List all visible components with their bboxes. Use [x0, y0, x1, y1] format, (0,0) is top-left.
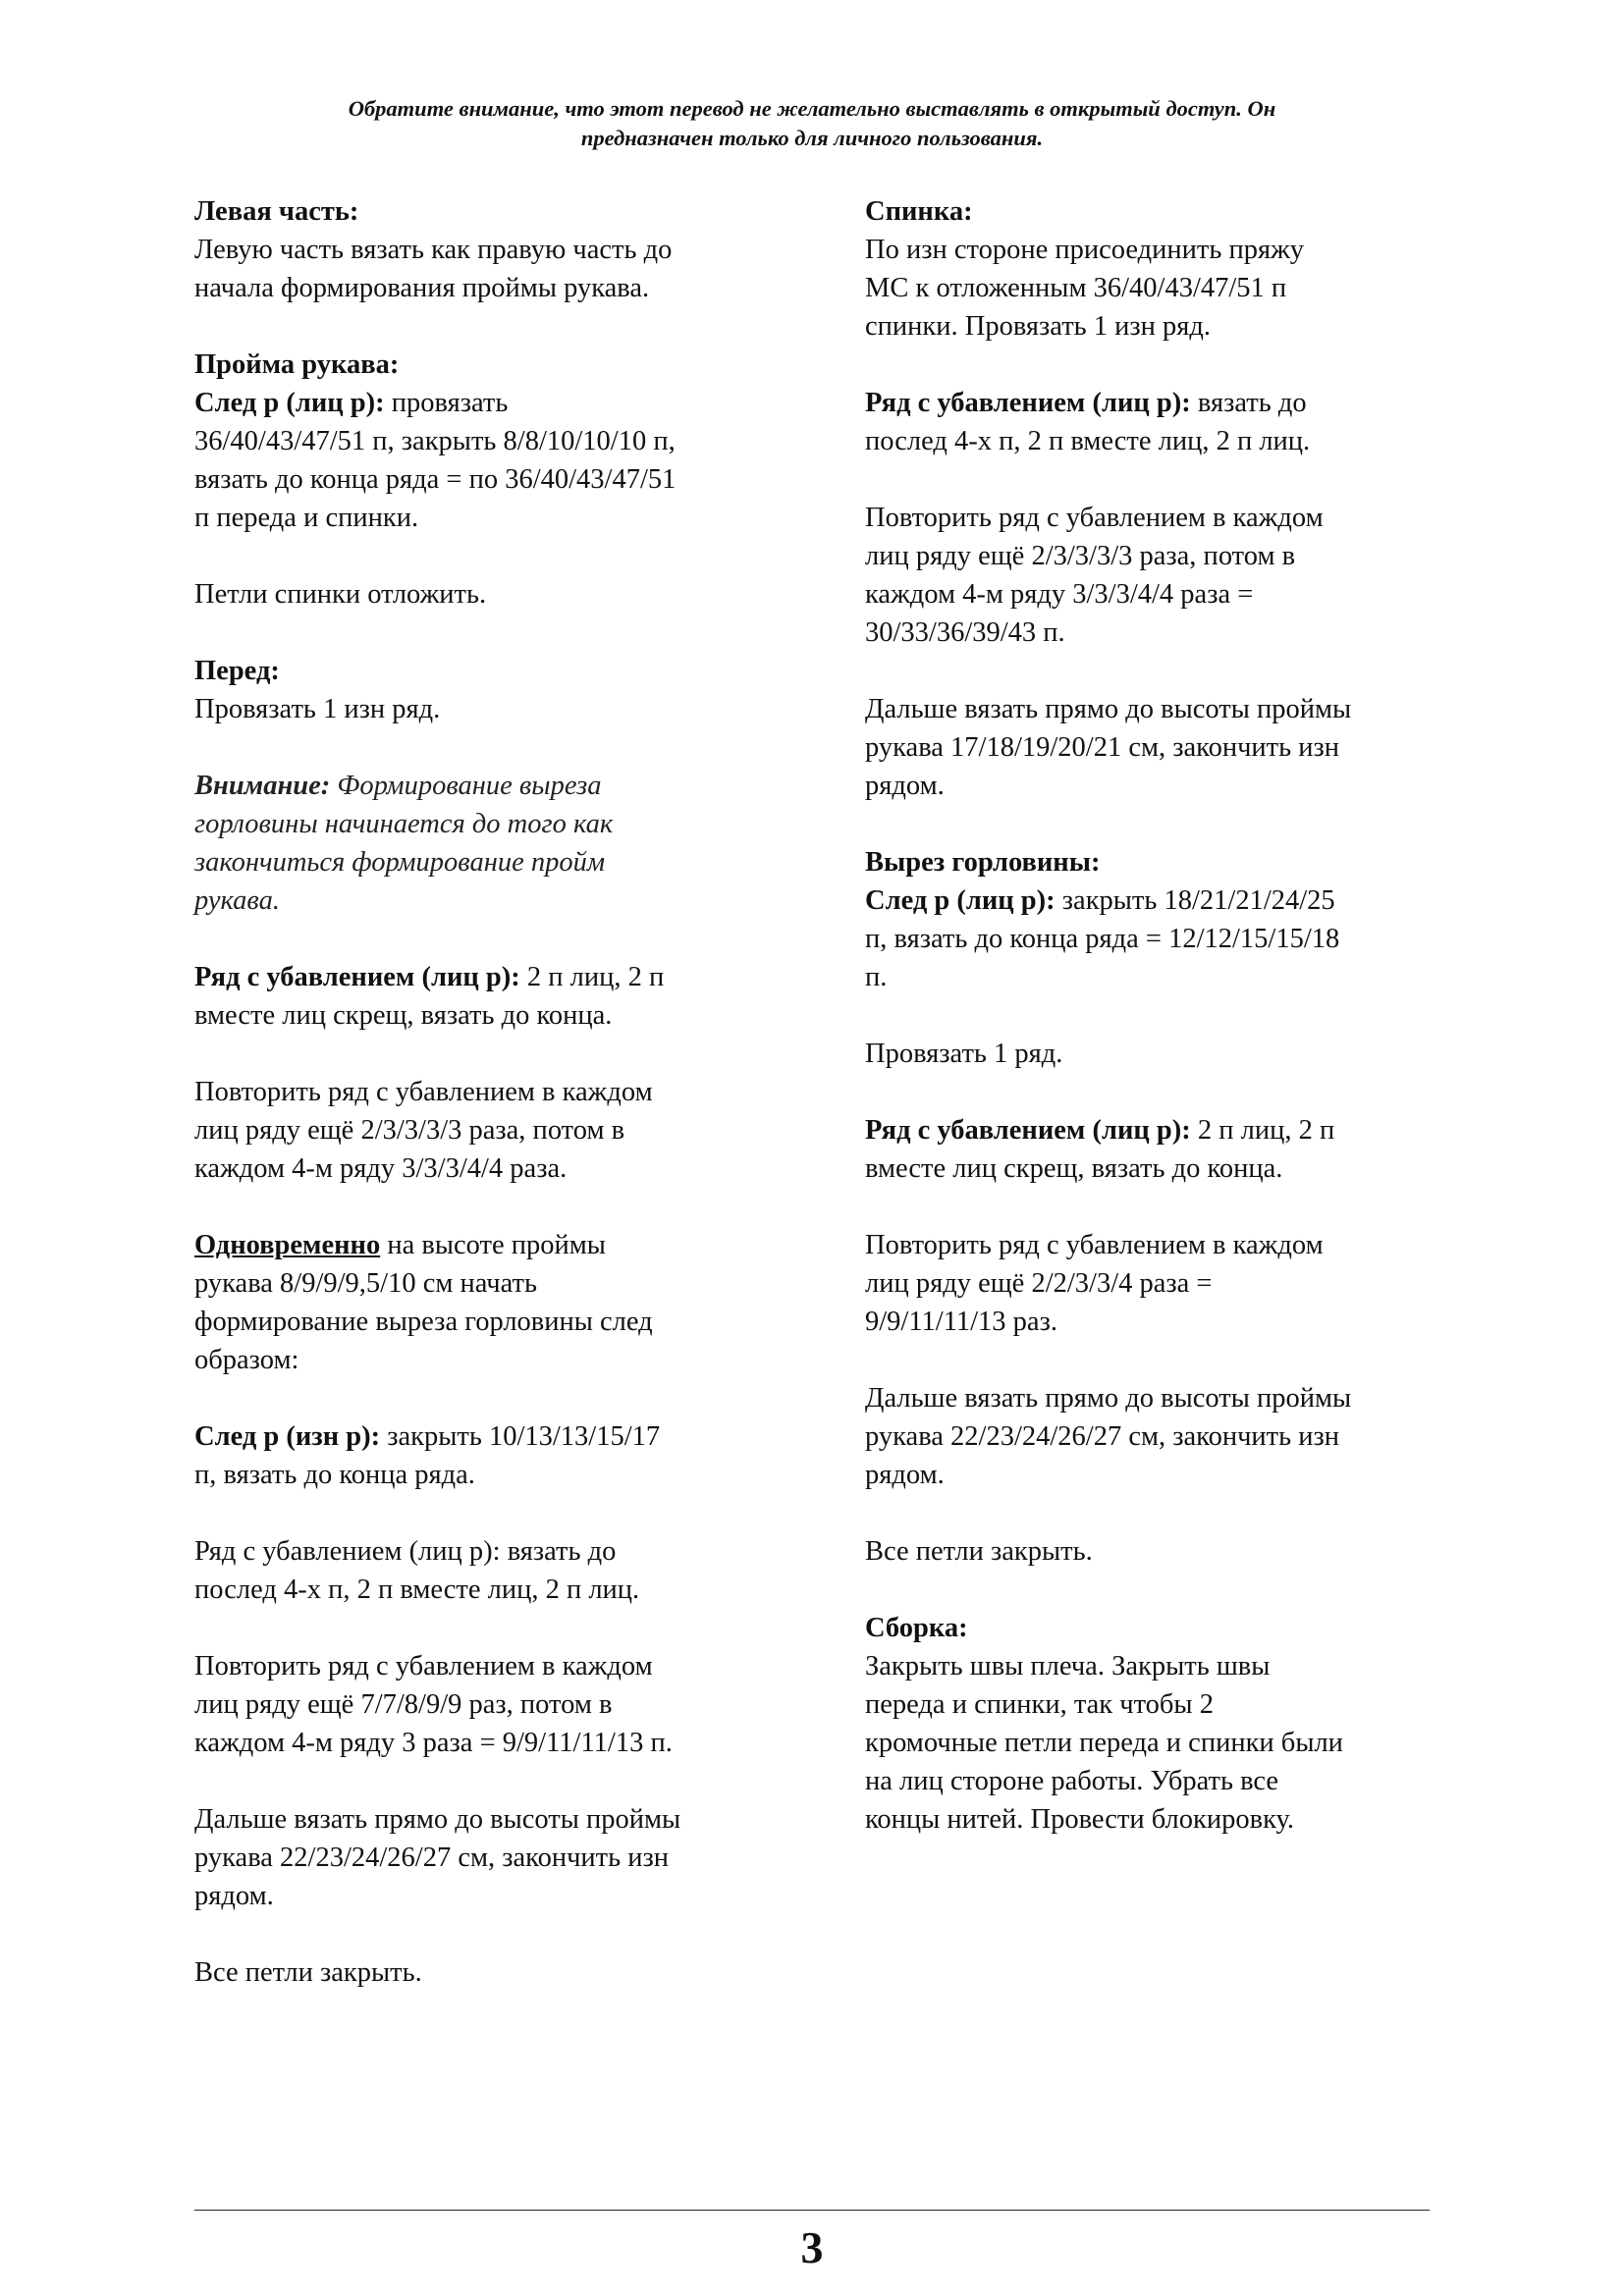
text-line: Все петли закрыть.: [865, 1536, 1093, 1567]
text-line: послед 4-х п, 2 п вместе лиц, 2 п лиц.: [194, 1575, 640, 1605]
front-heading: Перед:: [194, 656, 280, 686]
text-fragment: 2 п лиц, 2 п: [1190, 1115, 1335, 1146]
bind-off-section: [194, 1953, 784, 1992]
text-line: рядом.: [194, 1881, 274, 1911]
row-label: След р (изн р):: [194, 1421, 381, 1452]
text-line: [194, 384, 784, 422]
text-fragment: вязать до: [1190, 388, 1307, 418]
text-line: Дальше вязать прямо до высоты проймы: [865, 1383, 1352, 1414]
neckline-section: [865, 843, 1454, 996]
text-line: п.: [865, 962, 888, 992]
text-line: Все петли закрыть.: [194, 1957, 422, 1988]
continue-section: [194, 1800, 784, 1915]
text-line: рукава 17/18/19/20/21 см, закончить изн: [865, 732, 1340, 763]
text-line: Провязать 1 ряд.: [865, 1039, 1063, 1069]
text-line: каждом 4-м ряду 3/3/3/4/4 раза.: [194, 1153, 568, 1184]
decrease-row-section: [865, 384, 1454, 460]
text-line: вязать до конца ряда = по 36/40/43/47/51: [194, 464, 677, 495]
text-line: вместе лиц скрещ, вязать до конца.: [194, 1000, 613, 1031]
text-fragment: провязать: [384, 388, 509, 418]
text-line: рукава 22/23/24/26/27 см, закончить изн: [865, 1421, 1340, 1452]
text-line: п, вязать до конца ряда = 12/12/15/15/18: [865, 924, 1340, 954]
back-hold-section: [194, 575, 784, 614]
text-line: рядом.: [865, 771, 945, 801]
decrease-row-section: [194, 958, 784, 1035]
work-row-section: [865, 1035, 1454, 1073]
left-part-heading: Левая часть:: [194, 196, 359, 227]
footer-divider: [194, 2210, 1430, 2211]
text-line: лиц ряду ещё 2/3/3/3/3 раза, потом в: [194, 1115, 625, 1146]
text-line: закончиться формирование пройм: [194, 847, 606, 878]
translation-notice: [196, 94, 1428, 153]
text-line: Провязать 1 изн ряд.: [194, 694, 441, 724]
text-line: п, вязать до конца ряда.: [194, 1460, 475, 1490]
decrease-row-2-section: [194, 1532, 784, 1609]
text-line: 36/40/43/47/51 п, закрыть 8/8/10/10/10 п,: [194, 426, 676, 456]
text-fragment: Формирование выреза: [330, 771, 602, 801]
text-line: Повторить ряд с убавлением в каждом: [194, 1077, 653, 1107]
attention-label: Внимание:: [194, 771, 331, 801]
row-label: Ряд с убавлением (лиц р):: [865, 388, 1191, 418]
text-line: Повторить ряд с убавлением в каждом: [194, 1651, 653, 1682]
row-label: Ряд с убавлением (лиц р):: [194, 962, 520, 992]
assembly-heading: Сборка:: [865, 1613, 968, 1643]
text-line: рядом.: [865, 1460, 945, 1490]
back-section: [865, 192, 1454, 346]
bind-off-section: [865, 1532, 1454, 1571]
repeat-section: [194, 1073, 784, 1188]
text-line: [865, 1111, 1454, 1149]
armhole-section: [194, 346, 784, 537]
text-line: рукава 22/23/24/26/27 см, закончить изн: [194, 1842, 670, 1873]
text-line: каждом 4-м ряду 3 раза = 9/9/11/11/13 п.: [194, 1728, 673, 1758]
text-line: [865, 384, 1454, 422]
back-heading: Спинка:: [865, 196, 973, 227]
text-line: По изн стороне присоединить пряжу: [865, 235, 1305, 265]
text-line: образом:: [194, 1345, 299, 1375]
text-line: [194, 958, 784, 996]
text-line: формирование выреза горловины след: [194, 1307, 653, 1337]
text-line: Дальше вязать прямо до высоты проймы: [865, 694, 1352, 724]
text-line: Дальше вязать прямо до высоты проймы: [194, 1804, 681, 1835]
text-line: послед 4-х п, 2 п вместе лиц, 2 п лиц.: [865, 426, 1311, 456]
text-line: лиц ряду ещё 7/7/8/9/9 раз, потом в: [194, 1689, 613, 1720]
text-line: вместе лиц скрещ, вязать до конца.: [865, 1153, 1283, 1184]
row-label: След р (лиц р):: [865, 885, 1056, 916]
left-column: [194, 192, 784, 2030]
continue-section: [865, 690, 1454, 805]
simultaneously-label: Одновременно: [194, 1230, 381, 1260]
text-line: [865, 881, 1454, 920]
text-fragment: на высоте проймы: [380, 1230, 606, 1260]
text-line: [194, 1417, 784, 1456]
attention-note: [194, 767, 784, 920]
assembly-section: [865, 1609, 1454, 1839]
repeat-2-section: [194, 1647, 784, 1762]
text-line: Повторить ряд с убавлением в каждом: [865, 1230, 1324, 1260]
text-line: рукава 8/9/9/9,5/10 см начать: [194, 1268, 537, 1299]
text-line: каждом 4-м ряду 3/3/3/4/4 раза =: [865, 579, 1254, 610]
text-line: переда и спинки, так чтобы 2: [865, 1689, 1214, 1720]
text-line: рукава.: [194, 885, 280, 916]
left-part-section: [194, 192, 784, 307]
text-line: 9/9/11/11/13 раз.: [865, 1307, 1057, 1337]
front-section: [194, 652, 784, 728]
text-line: 30/33/36/39/43 п.: [865, 617, 1065, 648]
row-label: След р (лиц р):: [194, 388, 385, 418]
text-line: Левую часть вязать как правую часть до: [194, 235, 673, 265]
text-line: Ряд с убавлением (лиц р): вязать до: [194, 1536, 617, 1567]
text-line: спинки. Провязать 1 изн ряд.: [865, 311, 1212, 342]
right-column: [865, 192, 1454, 1877]
text-line: Петли спинки отложить.: [194, 579, 487, 610]
repeat-2-section: [865, 1226, 1454, 1341]
text-fragment: закрыть 10/13/13/15/17: [380, 1421, 661, 1452]
page-number: 3: [800, 2222, 824, 2272]
text-line: [194, 1226, 784, 1264]
notice-line-1: Обратите внимание, что этот перевод не желательно выставлять в открытый доступ. Он: [348, 96, 1276, 121]
row-label: Ряд с убавлением (лиц р):: [865, 1115, 1191, 1146]
text-line: концы нитей. Провести блокировку.: [865, 1804, 1295, 1835]
neckline-heading: Вырез горловины:: [865, 847, 1101, 878]
text-line: п переда и спинки.: [194, 503, 419, 533]
text-fragment: закрыть 18/21/21/24/25: [1055, 885, 1335, 916]
armhole-heading: Пройма рукава:: [194, 349, 400, 380]
text-line: Закрыть швы плеча. Закрыть швы: [865, 1651, 1271, 1682]
continue-2-section: [865, 1379, 1454, 1494]
decrease-row-2-section: [865, 1111, 1454, 1188]
text-line: начала формирования проймы рукава.: [194, 273, 650, 303]
text-line: на лиц стороне работы. Убрать все: [865, 1766, 1279, 1796]
text-line: Повторить ряд с убавлением в каждом: [865, 503, 1324, 533]
text-line: горловины начинается до того как: [194, 809, 614, 839]
text-line: [194, 767, 784, 805]
text-fragment: 2 п лиц, 2 п: [519, 962, 665, 992]
next-ws-row-section: [194, 1417, 784, 1494]
notice-line-2: предназначен только для личного пользования.: [580, 126, 1044, 150]
text-line: лиц ряду ещё 2/2/3/3/4 раза =: [865, 1268, 1213, 1299]
repeat-section: [865, 499, 1454, 652]
text-line: кромочные петли переда и спинки были: [865, 1728, 1343, 1758]
simultaneously-section: [194, 1226, 784, 1379]
text-line: лиц ряду ещё 2/3/3/3/3 раза, потом в: [865, 541, 1296, 571]
text-line: МС к отложенным 36/40/43/47/51 п: [865, 273, 1287, 303]
